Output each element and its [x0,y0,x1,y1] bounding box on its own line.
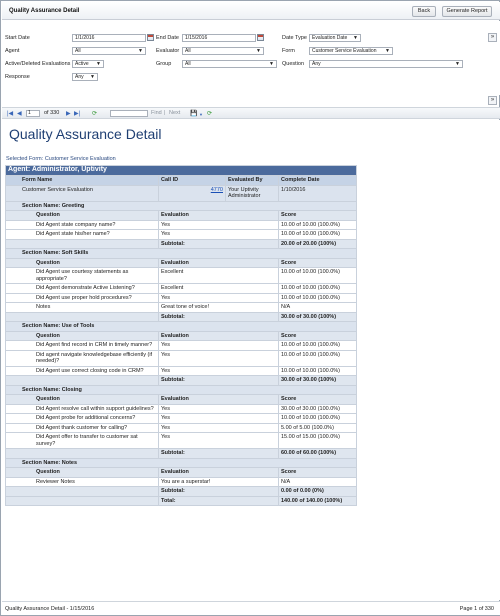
group-value: All [185,61,191,67]
section-name: Section Name: Soft Skills [6,249,357,259]
form-row [6,185,357,201]
subtotal-row [6,312,357,322]
evaluation-cell: Yes [159,230,279,240]
next-page-icon[interactable]: ▶ [66,111,71,117]
agent-select[interactable] [72,47,146,55]
active-deleted-label: Active/Deleted Evaluations [5,61,71,67]
chevron-down-icon: ▼ [90,74,95,80]
subtotal-row [6,239,357,249]
evaluation-column-header: Evaluation [159,468,279,478]
section-name: Section Name: Greeting [6,201,357,211]
response-value: Any [75,74,84,80]
table-row [6,230,357,240]
section-name: Section Name: Closing [6,385,357,395]
evaluation-cell: Yes [159,366,279,376]
table-row [6,414,357,424]
generate-report-button[interactable]: Generate Report [442,6,492,17]
call-id-link[interactable]: 4770 [159,185,226,201]
evaluator-select[interactable] [182,47,264,55]
question-cell: Notes [6,303,159,313]
chevron-down-icon: ▼ [96,61,101,67]
table-row [6,423,357,433]
chevron-down-icon: ▼ [269,61,274,67]
score-cell: 10.00 of 10.00 (100.0%) [279,366,357,376]
table-row [6,341,357,351]
subtotal-row [6,487,357,497]
section-header-row [6,385,357,395]
score-cell: 15.00 of 15.00 (100.0%) [279,433,357,449]
active-deleted-value: Active [75,61,89,67]
evaluation-cell: Great tone of voice! [159,303,279,313]
subtotal-row [6,376,357,386]
evaluator-label: Evaluator [156,48,180,54]
total-value: 140.00 of 140.00 (100%) [279,496,357,506]
table-row [6,404,357,414]
evaluation-cell: Yes [159,341,279,351]
question-cell: Did Agent find record in CRM in timely manner? [6,341,159,351]
filter-panel [2,21,500,95]
first-page-icon[interactable]: |◀ [7,111,14,117]
date-type-label: Date Type [282,35,307,41]
form-select[interactable] [309,47,393,55]
section-name: Section Name: Notes [6,458,357,468]
form-label: Form [282,48,295,54]
response-select[interactable] [72,73,98,81]
collapse-toolbar-icon[interactable]: » [488,96,497,105]
score-cell: 10.00 of 10.00 (100.0%) [279,284,357,294]
evaluation-cell: Excellent [159,268,279,284]
question-select[interactable] [309,60,463,68]
subtotal-label: Subtotal: [159,449,279,459]
evaluator-value: All [185,48,191,54]
evaluation-column-header: Evaluation [159,258,279,268]
subtotal-row [6,449,357,459]
export-dropdown-icon[interactable]: ▼ [199,112,203,117]
subtotal-label: Subtotal: [159,239,279,249]
export-icon[interactable]: 💾 [190,111,198,117]
group-select[interactable] [182,60,277,68]
selected-form-text: Selected Form: Customer Service Evaluation [6,156,116,162]
score-cell: 10.00 of 10.00 (100.0%) [279,341,357,351]
subtotal-label: Subtotal: [159,487,279,497]
end-date-calendar-icon[interactable] [257,34,264,41]
section-header-row [6,322,357,332]
table-row [6,366,357,376]
score-cell: 10.00 of 10.00 (100.0%) [279,414,357,424]
score-column-header: Score [279,468,357,478]
score-cell: 10.00 of 10.00 (100.0%) [279,293,357,303]
form-name-cell: Customer Service Evaluation [6,185,159,201]
table-row [6,293,357,303]
chevron-down-icon: ▼ [455,61,460,67]
form-name-header: Form Name [6,176,159,186]
title-bar [2,2,500,20]
status-left-text: Quality Assurance Detail - 1/15/2016 [5,606,95,612]
subtotal-spacer [6,376,159,386]
question-header-row [6,468,357,478]
start-date-input[interactable]: 1/1/2016 [72,34,146,42]
report-toolbar [2,107,500,119]
evaluation-cell: Yes [159,350,279,366]
subtotal-label: Subtotal: [159,312,279,322]
chevron-down-icon: ▼ [353,35,358,41]
total-label: Total: [159,496,279,506]
complete-date-cell: 1/10/2016 [279,185,357,201]
agent-header-row [6,166,357,176]
total-spacer [6,496,159,506]
evaluation-cell: Yes [159,293,279,303]
question-cell: Did Agent state company name? [6,220,159,230]
call-id-header: Call ID [159,176,226,186]
score-cell: N/A [279,303,357,313]
chevron-down-icon: ▼ [256,48,261,54]
evaluation-cell: Yes [159,404,279,414]
table-row [6,268,357,284]
evaluation-cell: Yes [159,220,279,230]
question-cell: Did Agent probe for additional concerns? [6,414,159,424]
subtotal-spacer [6,449,159,459]
complete-date-header: Complete Date [279,176,357,186]
evaluated-by-cell: Your Uptivity Administrator [226,185,279,201]
score-column-header: Score [279,258,357,268]
find-input[interactable] [110,110,148,117]
score-cell: N/A [279,477,357,487]
chevron-down-icon: ▼ [138,48,143,54]
question-column-header: Question [6,211,159,221]
previous-page-icon[interactable]: ◀ [17,111,22,117]
last-page-icon[interactable]: ▶| [74,111,81,117]
section-name: Section Name: Use of Tools [6,322,357,332]
table-row [6,477,357,487]
subtotal-spacer [6,312,159,322]
back-button[interactable]: Back [412,6,436,17]
question-header-row [6,331,357,341]
table-row [6,350,357,366]
subtotal-value: 20.00 of 20.00 (100%) [279,239,357,249]
question-column-header: Question [6,468,159,478]
question-label: Question [282,61,305,67]
end-date-input[interactable]: 1/15/2016 [182,34,256,42]
find-link[interactable]: Find [151,110,162,116]
score-cell: 10.00 of 10.00 (100.0%) [279,268,357,284]
score-cell: 10.00 of 10.00 (100.0%) [279,220,357,230]
collapse-filters-icon[interactable]: » [488,33,497,42]
table-row [6,433,357,449]
subtotal-label: Subtotal: [159,376,279,386]
window-title: Quality Assurance Detail [9,8,80,14]
group-label: Group [156,61,172,67]
question-cell: Did Agent state his/her name? [6,230,159,240]
score-cell: 30.00 of 30.00 (100.0%) [279,404,357,414]
date-type-value: Evaluation Date [312,35,348,41]
score-cell: 10.00 of 10.00 (100.0%) [279,230,357,240]
question-value: Any [312,61,321,67]
question-cell: Reviewer Notes [6,477,159,487]
question-column-header: Question [6,331,159,341]
question-cell: Did Agent use correct closing code in CRM? [6,366,159,376]
evaluation-cell: Excellent [159,284,279,294]
table-row [6,220,357,230]
score-cell: 10.00 of 10.00 (100.0%) [279,350,357,366]
refresh-icon[interactable]: ⟳ [92,111,98,117]
report-table [5,165,357,506]
total-row [6,496,357,506]
question-cell: Did Agent use proper hold procedures? [6,293,159,303]
question-cell: Did agent navigate knowledgebase efficiently (if needed)? [6,350,159,366]
status-page-text: Page 1 of 330 [459,606,494,612]
section-header-row [6,458,357,468]
score-column-header: Score [279,211,357,221]
question-cell: Did Agent use courtesy statements as appropriate? [6,268,159,284]
score-column-header: Score [279,395,357,405]
print-refresh-icon[interactable]: ⟳ [207,111,213,117]
report-title: Quality Assurance Detail [9,126,162,142]
form-header-row [6,176,357,186]
evaluation-column-header: Evaluation [159,211,279,221]
subtotal-value: 0.00 of 0.00 (0%) [279,487,357,497]
evaluation-cell: Yes [159,414,279,424]
table-row [6,284,357,294]
page-count: of 330 [44,110,60,116]
section-header-row [6,249,357,259]
section-header-row [6,201,357,211]
agent-value: All [75,48,81,54]
evaluated-by-header: Evaluated By [226,176,279,186]
next-link[interactable]: Next [169,110,181,116]
start-date-calendar-icon[interactable] [147,34,154,41]
subtotal-value: 60.00 of 60.00 (100%) [279,449,357,459]
question-header-row [6,211,357,221]
subtotal-value: 30.00 of 30.00 (100%) [279,312,357,322]
page-number-input[interactable]: 1 [26,110,40,117]
evaluation-cell: Yes [159,433,279,449]
response-label: Response [5,74,30,80]
chevron-down-icon: ▼ [385,48,390,54]
report-body [2,120,500,600]
subtotal-spacer [6,487,159,497]
active-deleted-select[interactable] [72,60,104,68]
evaluation-cell: You are a superstar! [159,477,279,487]
end-date-label: End Date [156,35,179,41]
form-value: Customer Service Evaluation [312,48,377,54]
score-cell: 5.00 of 5.00 (100.0%) [279,423,357,433]
score-column-header: Score [279,331,357,341]
question-header-row [6,258,357,268]
evaluation-cell: Yes [159,423,279,433]
evaluation-column-header: Evaluation [159,395,279,405]
evaluation-column-header: Evaluation [159,331,279,341]
subtotal-value: 30.00 of 30.00 (100%) [279,376,357,386]
agent-header: Agent: Administrator, Uptivity [6,166,357,176]
start-date-label: Start Date [5,35,30,41]
status-bar [2,601,500,615]
question-header-row [6,395,357,405]
table-row [6,303,357,313]
find-separator: | [164,110,166,116]
question-column-header: Question [6,395,159,405]
date-type-select[interactable] [309,34,361,42]
question-cell: Did Agent thank customer for calling? [6,423,159,433]
question-cell: Did Agent resolve call within support guidelines? [6,404,159,414]
question-cell: Did Agent demonstrate Active Listening? [6,284,159,294]
question-column-header: Question [6,258,159,268]
agent-label: Agent [5,48,20,54]
question-cell: Did Agent offer to transfer to customer sat survey? [6,433,159,449]
subtotal-spacer [6,239,159,249]
